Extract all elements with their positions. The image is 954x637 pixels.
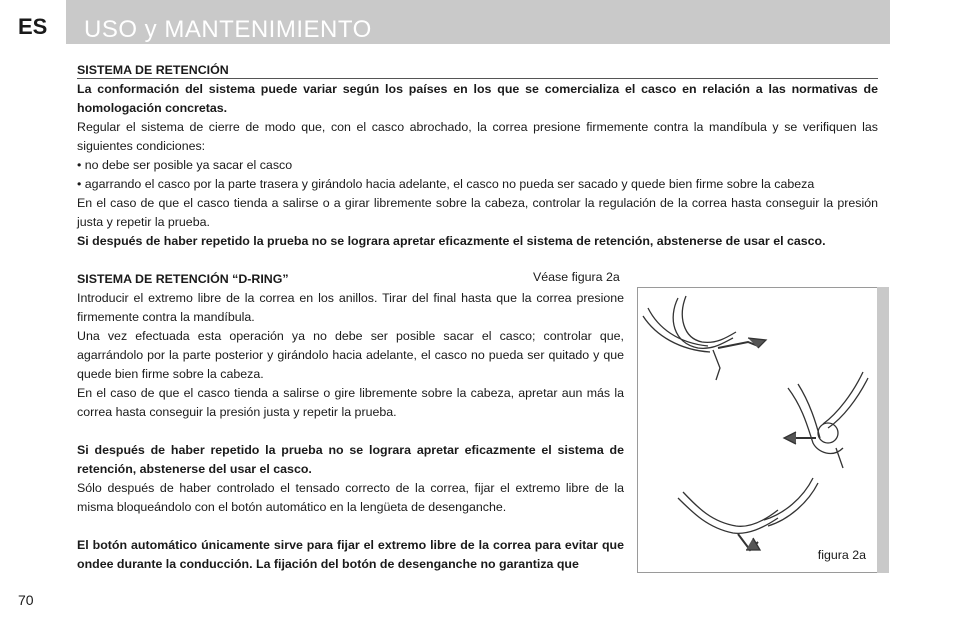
heading-divider (77, 78, 878, 79)
figure-2a (637, 287, 879, 573)
figure-caption: figura 2a (817, 548, 866, 562)
page-number: 70 (18, 592, 34, 608)
section-retention-body (77, 80, 878, 251)
section-heading: SISTEMA DE RETENCIÓN “D-RING” (77, 272, 289, 286)
paragraph: Regular el sistema de cierre de modo que, con el casco abrochado, la correa presione firmemente contra la mandíbula y se verifiquen las siguientes condiciones: (77, 120, 878, 153)
warning-paragraph: Si después de haber repetido la prueba no se lograra apretar eficazmente el sistema de retención, abstenerse del usar el casco. (77, 443, 624, 476)
paragraph: El botón automático únicamente sirve para fijar el extremo libre de la correa para evitar que ondee durante la conducción. La fijación del botón de desenganche no garantiza que (77, 538, 624, 571)
figure-side-bar (877, 287, 889, 573)
paragraph: Una vez efectuada esta operación ya no debe ser posible sacar el casco; controlar que, agarrándolo por la parte posterior y girándolo hacia adelante, el casco no pueda ser quitado y que quede bien firme sobre la cabeza. (77, 329, 624, 381)
page-title: USO y MANTENIMIENTO (84, 16, 372, 43)
spacer (77, 422, 624, 441)
paragraph: Introducir el extremo libre de la correa en los anillos. Tirar del final hasta que la correa presione firmemente contra la mandíbula. (77, 291, 624, 324)
section-heading: SISTEMA DE RETENCIÓN (77, 63, 229, 77)
language-code: ES (18, 14, 48, 39)
spacer (77, 517, 624, 536)
figure-reference: Véase figura 2a (533, 270, 620, 284)
paragraph: La conformación del sistema puede variar según los países en los que se comercializa el casco en relación a las normativas de homologación concretas. (77, 82, 878, 115)
paragraph: En el caso de que el casco tienda a salirse o a girar libremente sobre la cabeza, controlar la regulación de la correa hasta conseguir la presión justa y repetir la prueba. (77, 196, 878, 229)
section-dring (77, 270, 624, 574)
title-bar (66, 0, 890, 44)
bullet-item: • no debe ser posible ya sacar el casco (77, 158, 293, 172)
bullet-item: • agarrando el casco por la parte trasera y girándolo hacia adelante, el casco no pueda ser sacado y quede bien firme sobre la cabeza (77, 177, 815, 191)
chin-strap-illustration (638, 288, 878, 572)
paragraph: Sólo después de haber controlado el tensado correcto de la correa, fijar el extremo libre de la misma bloqueándolo con el botón automático en la lengüeta de desenganche. (77, 481, 624, 514)
paragraph: En el caso de que el casco tienda a salirse o gire libremente sobre la cabeza, apretar aun más la correa hasta conseguir la presión justa y repetir la prueba. (77, 386, 624, 419)
warning-paragraph: Si después de haber repetido la prueba no se lograra apretar eficazmente el sistema de retención, abstenerse de usar el casco. (77, 234, 826, 248)
